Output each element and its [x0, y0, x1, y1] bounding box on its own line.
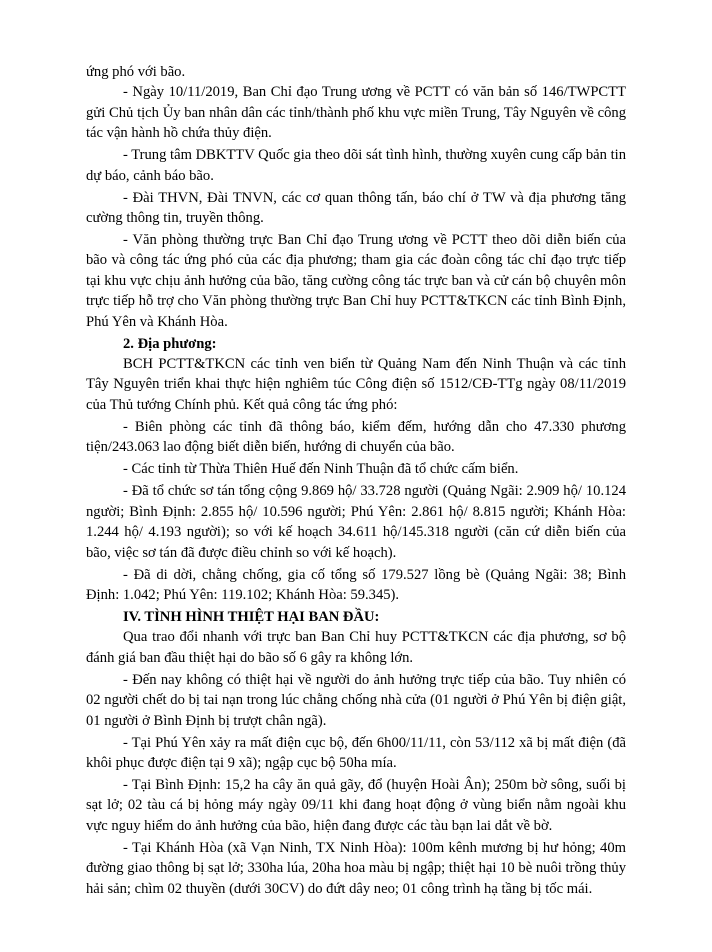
heading-localities: 2. Địa phương:	[123, 335, 217, 352]
paragraph-evacuation: - Đã tổ chức sơ tán tổng cộng 9.869 hộ/ 33.728 người (Quảng Ngãi: 2.909 hộ/ 10.124 người; Bình Định: 2.855 hộ/ 10.596 người; Phú Yên: 2.861 hộ/ 8.815 người; Khánh Hòa: 1.244 hộ/ 4.193 người); so với kế hoạch 34.611 hộ/145.318 người (căn cứ diễn biến của bão, việc sơ tán đã được điều chỉnh so với kế hoạch).	[86, 483, 626, 561]
paragraph-media: - Đài THVN, Đài TNVN, các cơ quan thông tấn, báo chí ở TW và địa phương tăng cường thông tin, truyền thông.	[86, 189, 626, 227]
paragraph-casualties: - Đến nay không có thiệt hại về người do ảnh hưởng trực tiếp của bão. Tuy nhiên có 02 người chết do bị tai nạn trong lúc chằng chống nhà cửa (01 người ở Phú Yên bị điện giật, 01 người ở Bình Định bị trượt chân ngã).	[86, 671, 626, 729]
paragraph-forecast-center: - Trung tâm DBKTTV Quốc gia theo dõi sát tình hình, thường xuyên cung cấp bản tin dự báo, cảnh báo bão.	[86, 147, 626, 184]
paragraph-khanh-hoa: - Tại Khánh Hòa (xã Vạn Ninh, TX Ninh Hòa): 100m kênh mương bị hư hỏng; 40m đường giao thông bị sạt lở; 330ha lúa, 20ha hoa màu bị ngập; thiệt hại 10 bè nuôi trồng thủy hải sản; chìm 02 thuyền (dưới 30CV) do đứt dây neo; 01 công trình hạ tầng bị tốc mái.	[86, 839, 626, 897]
heading-initial-damage: IV. TÌNH HÌNH THIỆT HẠI BAN ĐẦU:	[123, 608, 380, 625]
paragraph-phu-yen: - Tại Phú Yên xảy ra mất điện cục bộ, đến 6h00/11/11, còn 53/112 xã bị mất điện (đã khôi phục được điện tại 9 xã); ngập cục bộ 50ha mía.	[86, 734, 626, 771]
paragraph-border-guard: - Biên phòng các tỉnh đã thông báo, kiểm đếm, hướng dẫn cho 47.330 phương tiện/243.063 lao động biết diễn biến, hướng di chuyển của bão.	[86, 418, 626, 456]
paragraph-fish-cages: - Đã di dời, chằng chống, gia cố tổng số 179.527 lồng bè (Quảng Ngãi: 38; Bình Định: 1.042; Phú Yên: 119.102; Khánh Hòa: 59.345).	[86, 566, 626, 603]
paragraph-continuation: ứng phó với bão.	[86, 64, 186, 80]
paragraph-sea-ban: - Các tỉnh từ Thừa Thiên Huế đến Ninh Thuận đã tổ chức cấm biển.	[123, 461, 519, 478]
paragraph-standing-office: - Văn phòng thường trực Ban Chỉ đạo Trung ương về PCTT theo dõi diễn biến của bão và công tác ứng phó của các địa phương; tham gia các đoàn công tác chỉ đạo trực tiếp tại khu vực chịu ảnh hưởng của bão, tăng cường công tác trực ban và cử cán bộ chuyên môn trực tiếp hỗ trợ cho Văn phòng thường trực Ban Chỉ huy PCTT&TKCN các tỉnh Bình Định, Phú Yên và Khánh Hòa.	[86, 232, 626, 330]
paragraph-local-implementation: BCH PCTT&TKCN các tỉnh ven biển từ Quảng Nam đến Ninh Thuận và các tỉnh Tây Nguyên triển khai thực hiện nghiêm túc Công điện số 1512/CĐ-TTg ngày 08/11/2019 của Thủ tướng Chính phủ. Kết quả công tác ứng phó:	[86, 356, 626, 413]
paragraph-central-steering-committee-directive: - Ngày 10/11/2019, Ban Chỉ đạo Trung ương về PCTT có văn bản số 146/TWPCTT gửi Chủ tịch Ủy ban nhân dân các tỉnh/thành phố khu vực miền Trung, Tây Nguyên về công tác vận hành hồ chứa thủy điện.	[86, 84, 626, 142]
paragraph-binh-dinh: - Tại Bình Định: 15,2 ha cây ăn quả gãy, đổ (huyện Hoài Ân); 250m bờ sông, suối bị sạt lở; 02 tàu cá bị hỏng máy ngày 09/11 khi đang hoạt động ở vùng biển nằm ngoài khu vực nguy hiểm do ảnh hưởng của bão, hiện đang được các tàu bạn lai dắt về bờ.	[86, 776, 626, 834]
paragraph-damage-assessment: Qua trao đổi nhanh với trực ban Ban Chỉ huy PCTT&TKCN các địa phương, sơ bộ đánh giá ban đầu thiệt hại do bão số 6 gây ra không lớn.	[86, 629, 626, 666]
